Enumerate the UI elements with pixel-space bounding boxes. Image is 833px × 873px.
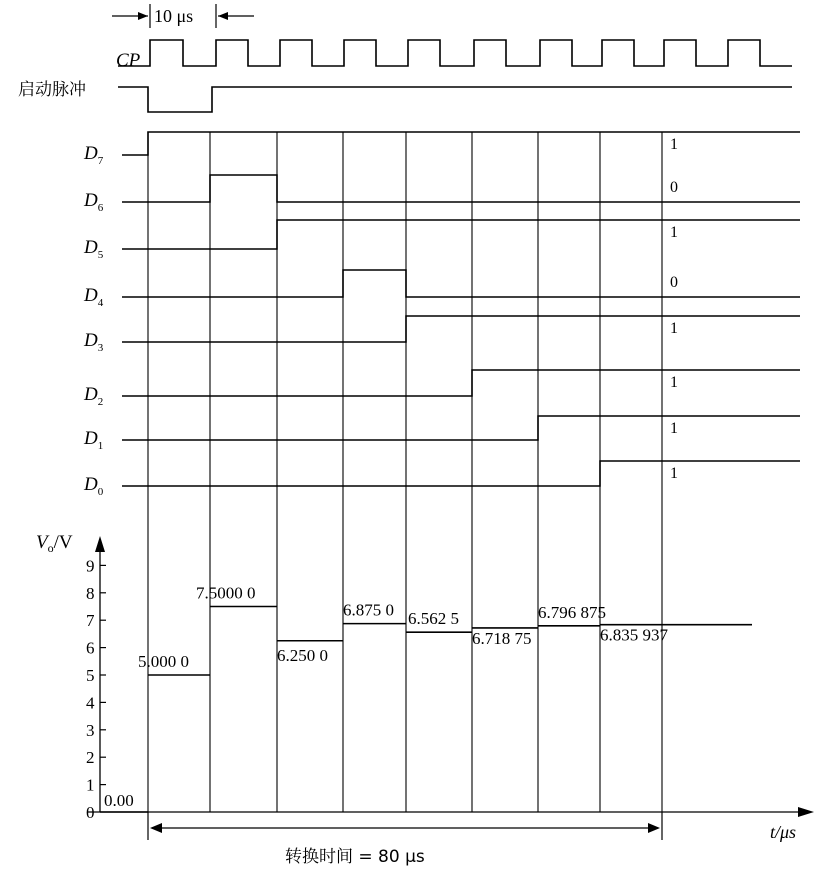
bit-label-sub: 6	[97, 202, 104, 214]
bit-label-name: D	[84, 384, 98, 405]
voltage-axis	[88, 536, 814, 817]
step-value-label: 6.718 75	[472, 628, 532, 648]
bit-label-sub: 4	[97, 297, 104, 309]
bit-label-sub: 3	[97, 342, 104, 354]
cp-waveform	[118, 40, 792, 66]
y-tick-label: 3	[86, 720, 95, 740]
y-tick-label: 0	[86, 803, 95, 822]
bit-waveform	[122, 416, 800, 440]
y-tick-label: 8	[86, 583, 95, 603]
bit-label-name: D	[84, 190, 98, 211]
y-ticks	[86, 556, 106, 822]
step-value-label: 6.562 5	[408, 609, 459, 629]
bit-waveform	[122, 370, 800, 396]
bit-label-sub: 2	[97, 396, 104, 408]
bit-final-value: 1	[670, 420, 678, 437]
bit-label-name: D	[84, 428, 98, 449]
bit-label	[83, 384, 103, 408]
bit-label-sub: 0	[97, 486, 104, 498]
conversion-time-arrow	[148, 812, 662, 840]
y-tick-label: 7	[86, 611, 95, 631]
y-tick-label: 4	[86, 693, 95, 713]
bit-label	[83, 428, 103, 452]
step-value-label: 6.835 937	[600, 625, 668, 645]
bit-waveform	[122, 220, 800, 249]
y-axis-v: V	[36, 532, 48, 553]
bit-waveform	[122, 461, 800, 486]
bit-rows	[83, 132, 800, 498]
bit-final-value: 1	[670, 224, 678, 241]
step-value-label: 7.5000 0	[196, 583, 256, 603]
bit-waveform	[122, 316, 800, 342]
step-value-label: 6.796 875	[538, 602, 606, 622]
bit-label	[83, 190, 104, 214]
step-labels	[138, 584, 669, 672]
start-pulse-label: 启动脉冲	[18, 80, 86, 100]
y-axis-sub: o	[47, 541, 54, 555]
bit-label-name: D	[84, 330, 98, 351]
start-pulse-waveform	[118, 87, 792, 112]
bit-waveform	[122, 175, 800, 202]
bit-label-name: D	[84, 285, 98, 306]
x-axis-label	[770, 822, 796, 842]
x-axis-label-text: t/μs	[770, 822, 797, 842]
bit-final-value: 1	[670, 320, 678, 337]
bit-label	[83, 143, 104, 167]
bit-label-sub: 5	[97, 249, 104, 261]
bit-waveform	[122, 270, 800, 297]
y-tick-label: 1	[86, 775, 95, 795]
bit-label-name: D	[84, 143, 98, 164]
bit-final-value: 0	[670, 179, 678, 196]
bit-label-sub: 7	[97, 155, 104, 167]
step-value-label: 5.000 0	[138, 652, 189, 671]
y-axis-label	[36, 532, 73, 555]
bit-final-value: 1	[670, 374, 678, 391]
bit-waveform	[122, 132, 800, 155]
y-tick-label: 9	[86, 556, 95, 576]
y-tick-label: 5	[86, 666, 95, 685]
cp-label: CP	[116, 50, 141, 71]
bit-final-value: 1	[670, 136, 678, 153]
bit-final-value: 0	[670, 274, 678, 291]
bit-label	[83, 237, 104, 261]
bit-label	[83, 330, 104, 354]
bit-label-sub: 1	[97, 440, 104, 452]
step-value-label: 6.875 0	[343, 600, 394, 620]
initial-value-label: 0.00	[104, 791, 134, 810]
period-label: 10 μs	[154, 6, 194, 26]
step-value-label: 6.250 0	[277, 645, 328, 665]
bit-label-name: D	[84, 237, 98, 258]
conversion-time-label: 转换时间 = 80 μs	[285, 847, 425, 867]
bit-label	[83, 474, 104, 498]
y-tick-label: 2	[86, 748, 95, 768]
y-tick-label: 6	[86, 638, 95, 658]
bit-final-value: 1	[670, 465, 678, 482]
cycle-grid	[148, 132, 662, 812]
bit-label-name: D	[84, 474, 98, 495]
y-axis-unit: /V	[53, 532, 73, 553]
bit-label	[83, 285, 104, 309]
